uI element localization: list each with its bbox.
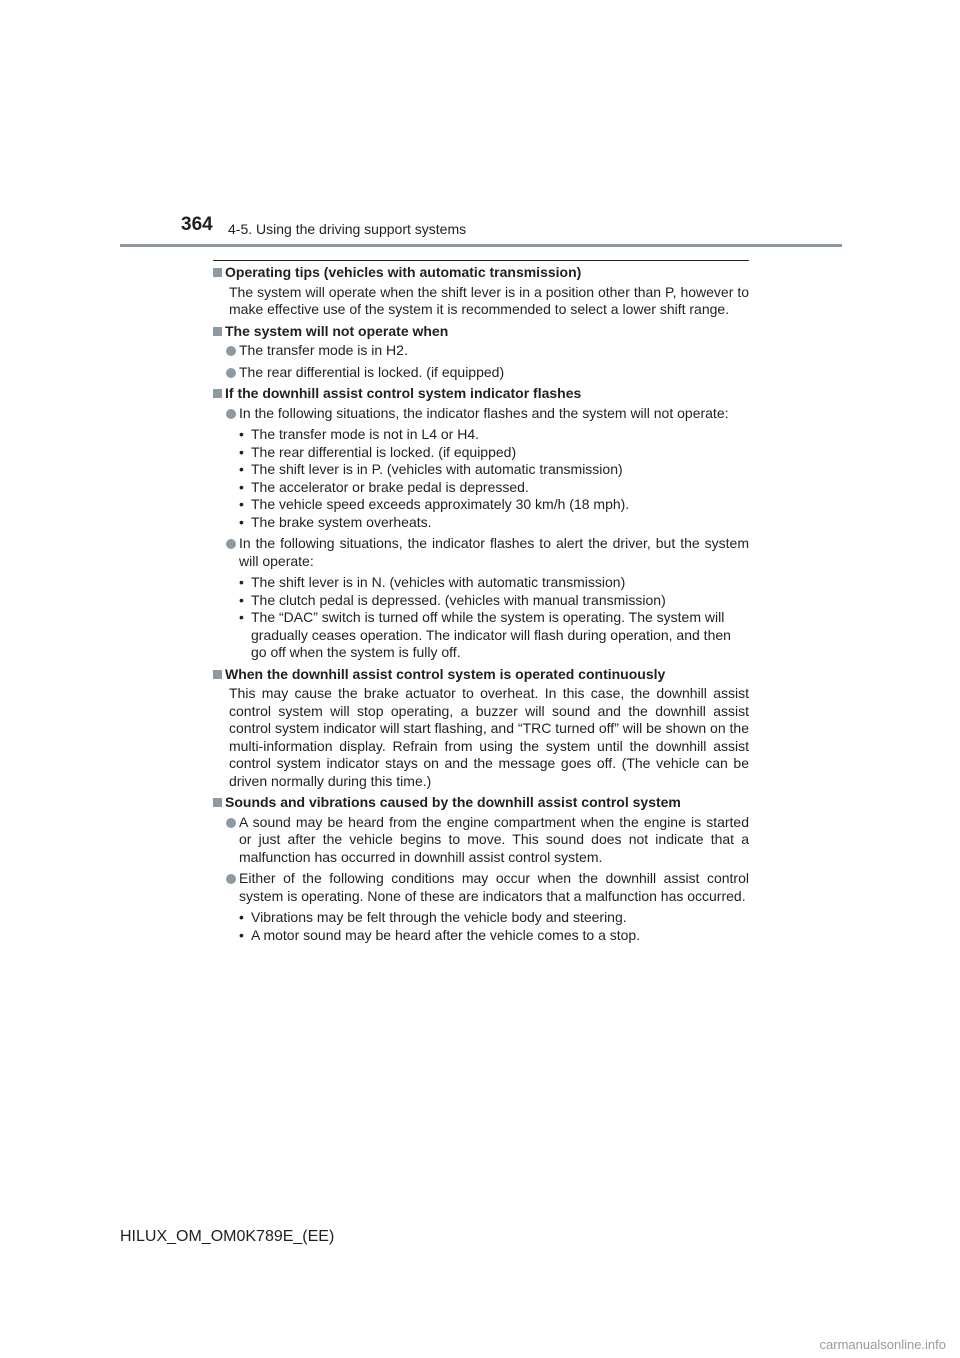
- main-content: [213, 264, 749, 948]
- square-bullet-icon: [213, 389, 222, 398]
- paragraph: The system will operate when the shift lever is in a position other than P, however to make effective use of the system it is recommended to select a lower shift range.: [229, 283, 749, 317]
- section-not-operate: [213, 323, 749, 382]
- sub-list-item: • The transfer mode is not in L4 or H4.: [239, 426, 749, 444]
- list-item: Either of the following conditions may occur when the downhill assist control system is operating. None of these are indicators that a malfunction has occurred.: [213, 870, 749, 905]
- section-heading: Sounds and vibrations caused by the downhill assist control system: [213, 794, 749, 812]
- list-item: A sound may be heard from the engine compartment when the engine is started or just after the vehicle begins to move. This sound does not indicate that a malfunction has occurred in downhill assist control system.: [213, 814, 749, 867]
- circle-bullet-icon: [226, 539, 236, 549]
- circle-bullet-icon: [226, 409, 236, 419]
- section-operating-tips: [213, 264, 749, 319]
- square-bullet-icon: [213, 327, 222, 336]
- square-bullet-icon: [213, 798, 222, 807]
- list-item: In the following situations, the indicator flashes and the system will not operate:: [213, 405, 749, 423]
- header-rule: [120, 244, 842, 247]
- sub-list: [213, 426, 749, 531]
- list-item: The rear differential is locked. (if equipped): [213, 364, 749, 382]
- sub-list-item: • The vehicle speed exceeds approximately 30 km/h (18 mph).: [239, 496, 749, 514]
- sub-list-item: • The clutch pedal is depressed. (vehicles with manual transmission): [239, 592, 749, 610]
- section-title: 4-5. Using the driving support systems: [228, 221, 467, 237]
- circle-bullet-icon: [226, 818, 236, 828]
- page-number: 364: [181, 214, 213, 235]
- section-heading: The system will not operate when: [213, 323, 749, 341]
- sub-list-item: • The accelerator or brake pedal is depressed.: [239, 479, 749, 497]
- circle-bullet-icon: [226, 368, 236, 378]
- circle-bullet-icon: [226, 346, 236, 356]
- sub-list: [213, 574, 749, 662]
- list-item: The transfer mode is in H2.: [213, 342, 749, 360]
- content-divider: [213, 260, 749, 261]
- list-item: In the following situations, the indicator flashes to alert the driver, but the system will operate:: [213, 535, 749, 570]
- sub-list-item: • The rear differential is locked. (if equipped): [239, 444, 749, 462]
- sub-list-item: • The shift lever is in N. (vehicles with automatic transmission): [239, 574, 749, 592]
- sub-list-item: • A motor sound may be heard after the vehicle comes to a stop.: [239, 927, 749, 945]
- circle-bullet-icon: [226, 874, 236, 884]
- square-bullet-icon: [213, 670, 222, 679]
- sub-list-item: • The brake system overheats.: [239, 514, 749, 532]
- watermark: carmanualsonline.info: [819, 1337, 946, 1352]
- section-indicator-flashes: [213, 385, 749, 662]
- section-sounds-vibrations: [213, 794, 749, 944]
- sub-list-item: • The “DAC” switch is turned off while the system is operating. The system will gradually ceases operation. The indicator will flash during operation, and then go off when the system is fully off.: [239, 609, 749, 662]
- square-bullet-icon: [213, 268, 222, 277]
- sub-list-item: • The shift lever is in P. (vehicles with automatic transmission): [239, 461, 749, 479]
- sub-list: [213, 909, 749, 944]
- paragraph: This may cause the brake actuator to overheat. In this case, the downhill assist control system will stop operating, a buzzer will sound and the downhill assist control system indicator will start flashing, and “TRC turned off” will be shown on the multi-information display. Refrain from using the system until the downhill assist control system indicator stays on and the message goes off. (The vehicle can be driven normally during this time.): [229, 685, 749, 789]
- section-heading: When the downhill assist control system is operated continuously: [213, 666, 749, 684]
- section-heading: Operating tips (vehicles with automatic transmission): [213, 264, 749, 282]
- document-code: HILUX_OM_OM0K789E_(EE): [120, 1228, 335, 1245]
- sub-list-item: • Vibrations may be felt through the vehicle body and steering.: [239, 909, 749, 927]
- section-continuous-operation: [213, 666, 749, 791]
- section-heading: If the downhill assist control system indicator flashes: [213, 385, 749, 403]
